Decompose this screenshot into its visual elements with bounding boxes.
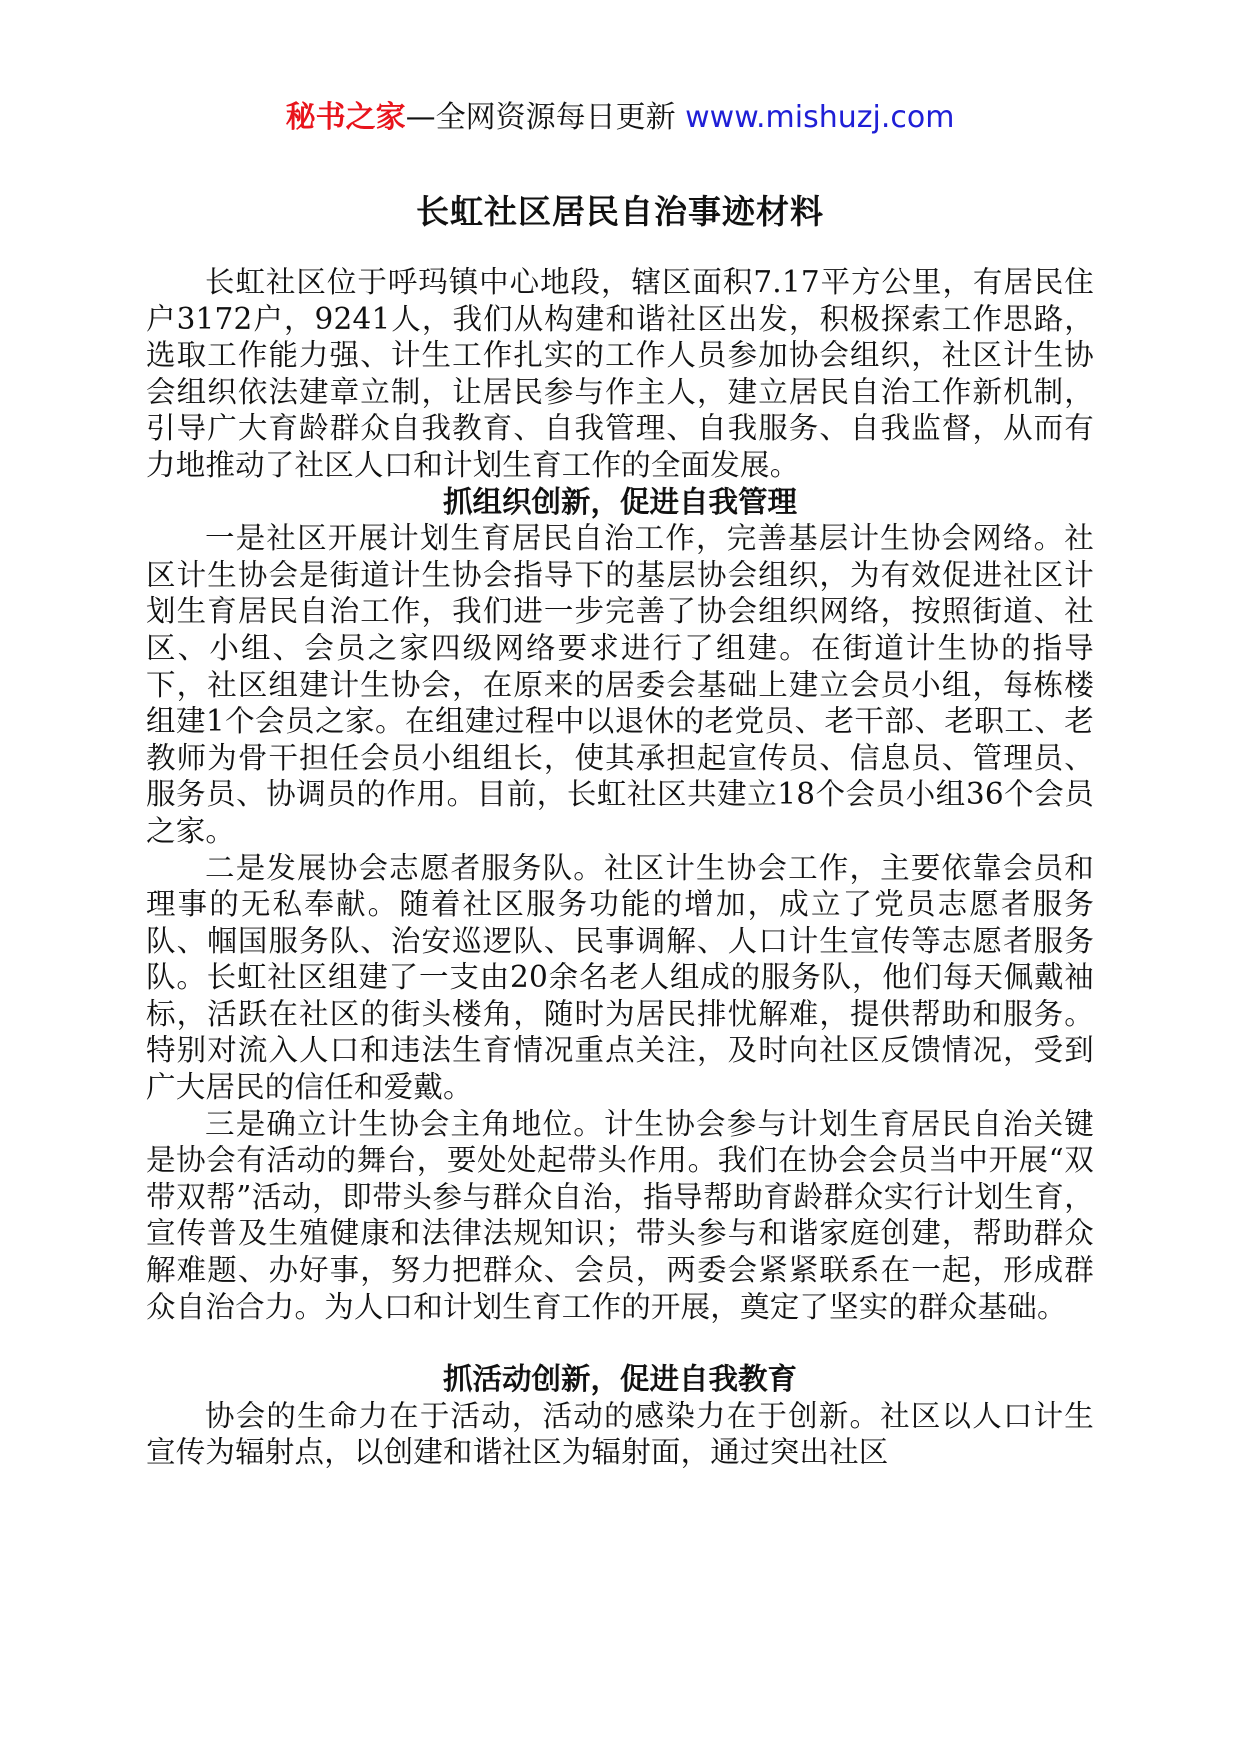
section-heading-activities: 抓活动创新，促进自我教育	[442, 1361, 797, 1397]
banner-slogan: —全网资源每日更新	[405, 100, 676, 135]
brand-name: 秘书之家	[285, 100, 406, 135]
section-heading-organization: 抓组织创新，促进自我管理	[442, 483, 797, 519]
paragraph-activities: 协会的生命力在于活动，活动的感染力在于创新。社区以人口计生宣传为辐射点，以创建和谐社区为辐射面，通过突出社区	[146, 1398, 1094, 1470]
document-body	[146, 264, 1094, 1471]
paragraph-network: 一是社区开展计划生育居民自治工作，完善基层计生协会网络。社区计生协会是街道计生协会指导下的基层协会组织，为有效促进社区计划生育居民自治工作，我们进一步完善了协会组织网络，按照街道、社区、小组、会员之家四级网络要求进行了组建。在街道计生协的指导下，社区组建计生协会，在原来的居委会基础上建立会员小组，每栋楼组建1个会员之家。在组建过程中以退休的老党员、老干部、老职工、老教师为骨干担任会员小组组长，使其承担起宣传员、信息员、管理员、服务员、协调员的作用。目前，长虹社区共建立18个会员小组36个会员之家。	[146, 521, 1094, 848]
intro-paragraph: 长虹社区位于呼玛镇中心地段，辖区面积7.17平方公里，有居民住户3172户，9241人，我们从构建和谐社区出发，积极探索工作思路，选取工作能力强、计生工作扎实的工作人员参加协会组织，社区计生协会组织依法建章立制，让居民参与作主人，建立居民自治工作新机制，引导广大育龄群众自我教育、自我管理、自我服务、自我监督，从而有力地推动了社区人口和计划生育工作的全面发展。	[146, 265, 1094, 482]
site-url[interactable]: www.mishuzj.com	[685, 100, 955, 135]
document-title: 长虹社区居民自治事迹材料	[416, 192, 824, 231]
site-banner	[0, 98, 1240, 138]
paragraph-volunteers: 二是发展协会志愿者服务队。社区计生协会工作，主要依靠会员和理事的无私奉献。随着社区服务功能的增加，成立了党员志愿者服务队、帼国服务队、治安巡逻队、民事调解、人口计生宣传等志愿者服务队。长虹社区组建了一支由20余名老人组成的服务队，他们每天佩戴袖标，活跃在社区的街头楼角，随时为居民排忧解难，提供帮助和服务。特别对流入人口和违法生育情况重点关注，及时向社区反馈情况，受到广大居民的信任和爱戴。	[146, 850, 1094, 1105]
paragraph-association-role: 三是确立计生协会主角地位。计生协会参与计划生育居民自治关键是协会有活动的舞台，要处处起带头作用。我们在协会会员当中开展“双带双帮”活动，即带头参与群众自治，指导帮助育龄群众实行计划生育，宣传普及生殖健康和法律法规知识；带头参与和谐家庭创建，帮助群众解难题、办好事，努力把群众、会员，两委会紧紧联系在一起，形成群众自治合力。为人口和计划生育工作的开展，奠定了坚实的群众基础。	[146, 1106, 1094, 1324]
